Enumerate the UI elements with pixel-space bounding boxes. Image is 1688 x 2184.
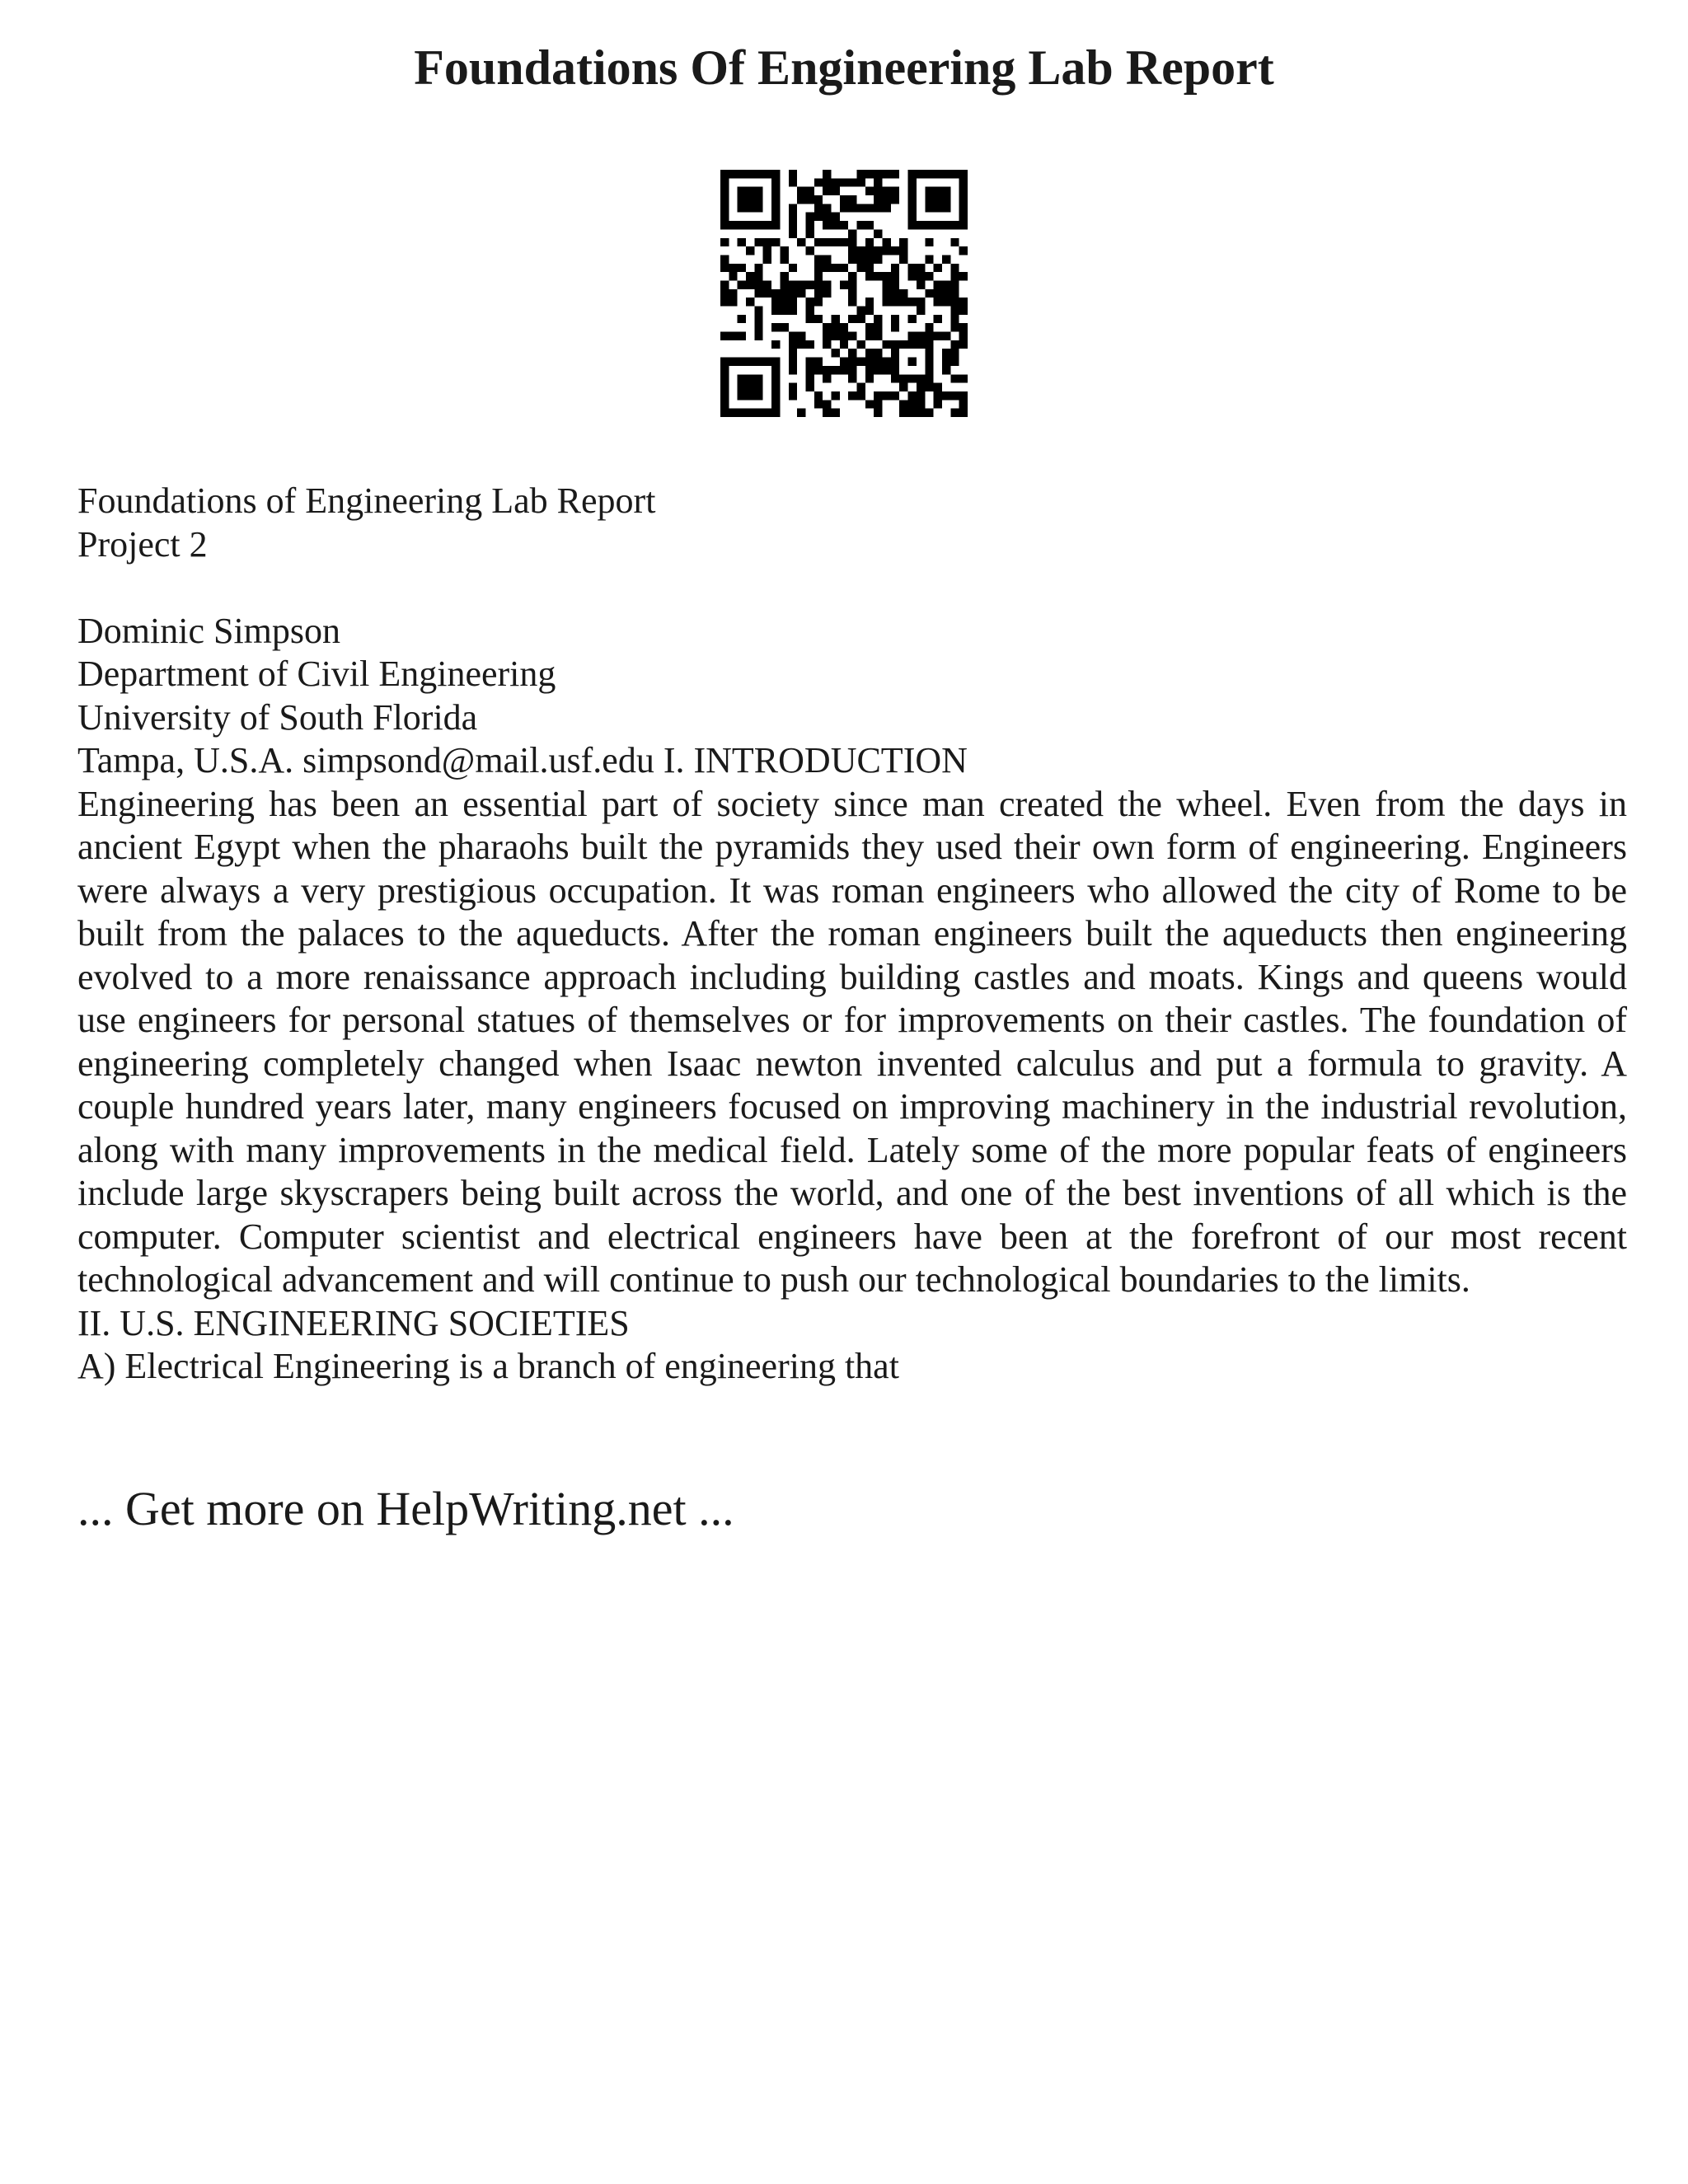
author-university: University of South Florida: [77, 696, 478, 738]
qr-code-icon: [720, 170, 968, 417]
section-first-line: A) Electrical Engineering is a branch of engineering that: [77, 1346, 899, 1386]
page-title: Foundations Of Engineering Lab Report: [414, 40, 1274, 95]
report-title-line: Foundations of Engineering Lab Report: [77, 480, 656, 521]
section-heading: II. U.S. ENGINEERING SOCIETIES: [77, 1302, 630, 1343]
spacer: [77, 566, 1627, 610]
author-name: Dominic Simpson: [77, 610, 341, 651]
document-body: [77, 480, 1627, 1389]
author-department: Department of Civil Engineering: [77, 654, 556, 694]
project-line: Project 2: [77, 523, 208, 565]
author-location-email: Tampa, U.S.A. simpsond@mail.usf.edu I. INTRODUCTION: [77, 740, 968, 780]
introduction-paragraph: Engineering has been an essential part of society since man created the wheel. Even from the days in ancient Egypt when the pharaohs built the pyramids they used their own form of engineering. Engineers were always a very prestigious occupation. It was roman engineers who allowed the city of Rome to be built from the palaces to the aqueducts. After the roman engineers built the aqueducts then engineering evolved to a more renaissance approach including building castles and moats. Kings and queens would use engineers for personal statues of themselves or for improvements on their castles. The foundation of engineering completely changed when Isaac newton invented calculus and put a formula to gravity. A couple hundred years later, many engineers focused on improving machinery in the industrial revolution, along with many improvements in the medical field. Lately some of the more popular feats of engineers include large skyscrapers being built across the world, and one of the best inventions of all which is the computer. Computer scientist and electrical engineers have been at the forefront of our most recent technological advancement and will continue to push our technological boundaries to the limits.: [77, 783, 1627, 1300]
get-more-link[interactable]: ... Get more on HelpWriting.net ...: [77, 1482, 734, 1535]
